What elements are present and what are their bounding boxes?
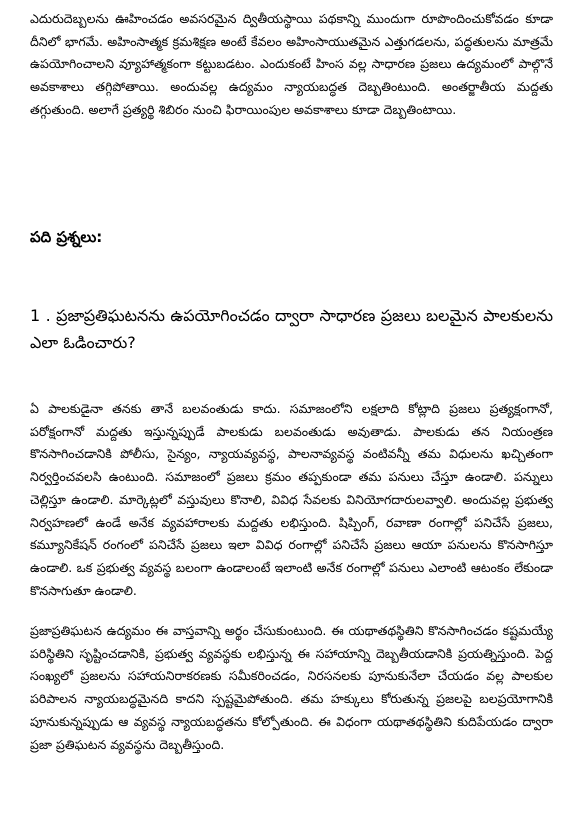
question-heading: 1 . ప్రజాప్రతిఘటనను ఉపయోగించడం ద్వారా సాధారణ ప్రజలు బలమైన పాలకులను ఎలా ఓడించారు? — [30, 306, 553, 352]
answer-paragraph-2: ప్రజాప్రతిఘటన ఉద్యమం ఈ వాస్తవాన్ని అర్థం చేసుకుంటుంది. ఈ యథాతథస్థితిని కొనసాగించడం కష్టమయ్యే పరిస్థితిని సృష్టించడానికి, ప్రభుత్వ వ్యవస్థకు లభిస్తున్న ఈ సహాయాన్ని దెబ్బతీయడానికి ప్రయత్నిస్తుంది. పెద్ద సంఖ్యలో ప్రజలను సహాయనిరాకరణకు సమీకరించడం, నిరసనలకు పూనుకునేలా చేయడం వల్ల పాలకుల పరిపాలన న్యాయబద్ధమైనది కాదని స్పష్టమైపోతుంది. తమ హక్కులు కోరుతున్న ప్రజలపై బలప్రయోగానికి పూనుకున్నప్పుడు ఆ వ్యవస్థ న్యాయబద్ధతను కోల్పోతుంది. ఈ విధంగా యథాతథస్థితిని కుదిపేయడం ద్వారా ప్రజా ప్రతిఘటన వ్యవస్థను దెబ్బతీస్తుంది. — [30, 623, 553, 752]
intro-paragraph: ఎదురుదెబ్బలను ఊహించడం అవసరమైన ద్వితీయస్థాయి పథకాన్ని ముందుగా రూపొందించుకోవడం కూడా దీనిలో భాగమే. అహింసాత్మక క్రమశిక్షణ అంటే కేవలం అహింసాయుతమైన ఎత్తుగడలను, పద్ధతులను మాత్రమే ఉపయోగించాలని వ్యూహాత్మకంగా కట్టుబడటం. ఎందుకంటే హింస వల్ల సాధారణ ప్రజలు ఉద్యమంలో పాల్గొనే అవకాశాలు తగ్గిపోతాయి. అందువల్ల ఉద్యమం న్యాయబద్ధత దెబ్బతింటుంది. అంతర్జాతీయ మద్దతు తగ్గుతుంది. అలాగే ప్రత్యర్థి శిబిరం నుంచి ఫిరాయింపుల అవకాశాలు కూడా దెబ్బతింటాయి. — [30, 11, 553, 117]
answer-paragraph-1: ఏ పాలకుడైనా తనకు తానే బలవంతుడు కాదు. సమాజంలోని లక్షలాది కోట్లాది ప్రజలు ప్రత్యక్షంగానో, పరోక్షంగానో మద్దతు ఇస్తున్నప్పుడే పాలకుడు బలవంతుడు అవుతాడు. పాలకుడు తన నియంత్రణ కొనసాగించడానికి పోలీసు, సైన్యం, న్యాయవ్యవస్థ, పాలనావ్యవస్థ వంటివన్నీ తమ విధులను ఖచ్చితంగా నిర్వర్తించవలసి ఉంటుంది. సమాజంలో ప్రజలు క్రమం తప్పకుండా తమ పనులు చేస్తూ ఉండాలి. పన్నులు చెల్లిస్తూ ఉండాలి. మార్కెట్లలో వస్తువులు కొనాలి, వివిధ సేవలకు వినియోగదారులవ్వాలి. అందువల్ల ప్రభుత్వ నిర్వహణలో ఉండే అనేక వ్యవహారాలకు మద్దతు లభిస్తుంది. షిప్పింగ్, రవాణా రంగాల్లో పనిచేసే ప్రజలు, కమ్యూనికేషన్ రంగంలో పనిచేసే ప్రజలు ఇలా వివిధ రంగాల్లో పనిచేసే ప్రజలు ఆయా పనులను కొనసాగిస్తూ ఉండాలి. ఒక ప్రభుత్వ వ్యవస్థ బలంగా ఉండాలంటే ఇలాంటి అనేక రంగాల్లో పనులు ఎలాంటి ఆటంకం లేకుండా కొనసాగుతూ ఉండాలి. — [30, 401, 553, 598]
section-heading: పది ప్రశ్నలు: — [30, 228, 103, 246]
